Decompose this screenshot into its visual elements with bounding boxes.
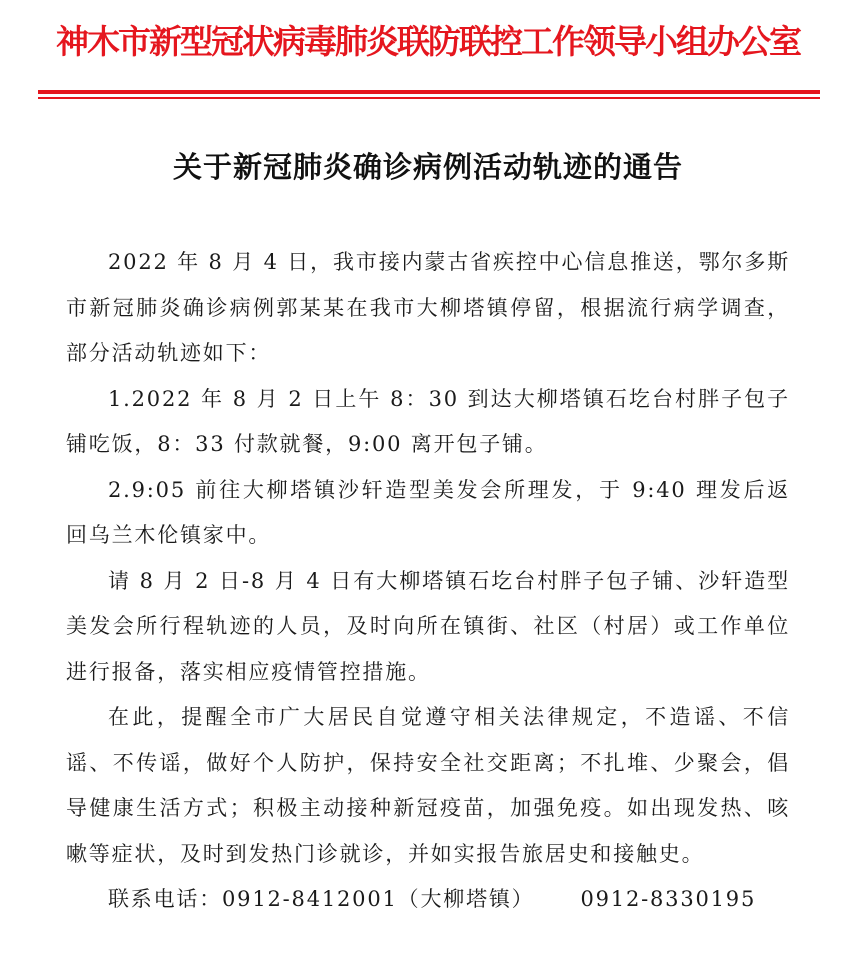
- contact-phone-1: 0912-8412001（大柳塔镇）: [222, 887, 535, 911]
- paragraph-intro: 2022 年 8 月 4 日，我市接内蒙古省疾控中心信息推送，鄂尔多斯市新冠肺炎确诊病例郭某某在我市大柳塔镇停留，根据流行病学调查，部分活动轨迹如下：: [66, 250, 790, 365]
- notice-title: 关于新冠肺炎确诊病例活动轨迹的通告: [172, 150, 683, 184]
- notice-body: [66, 240, 790, 923]
- letterhead-rule-thin: [38, 97, 820, 99]
- paragraph-trajectory-2: 2.9:05 前往大柳塔镇沙轩造型美发会所理发，于 9:40 理发后返回乌兰木伦镇家中。: [66, 477, 790, 547]
- contact-label: 联系电话：: [108, 887, 222, 911]
- paragraph-report-request: 请 8 月 2 日-8 月 4 日有大柳塔镇石圪台村胖子包子铺、沙轩造型美发会所行程轨迹的人员，及时向所在镇街、社区（村居）或工作单位进行报备，落实相应疫情管控措施。: [66, 568, 790, 684]
- paragraph-reminder: 在此，提醒全市广大居民自觉遵守相关法律规定，不造谣、不信谣、不传谣，做好个人防护，保持安全社交距离；不扎堆、少聚会，倡导健康生活方式；积极主动接种新冠疫苗，加强免疫。如出现发热、咳嗽等症状，及时到发热门诊就诊，并如实报告旅居史和接触史。: [66, 705, 790, 866]
- contact-line: [66, 877, 790, 923]
- org-name: 神木市新型冠状病毒肺炎联防联控工作领导小组办公室: [56, 22, 800, 61]
- paragraph-trajectory-1: 1.2022 年 8 月 2 日上午 8：30 到达大柳塔镇石圪台村胖子包子铺吃饭，8：33 付款就餐，9:00 离开包子铺。: [66, 386, 790, 456]
- letterhead-rule-thick: [38, 90, 820, 94]
- letterhead: [0, 18, 856, 66]
- contact-phone-2: 0912-8330195: [580, 887, 757, 911]
